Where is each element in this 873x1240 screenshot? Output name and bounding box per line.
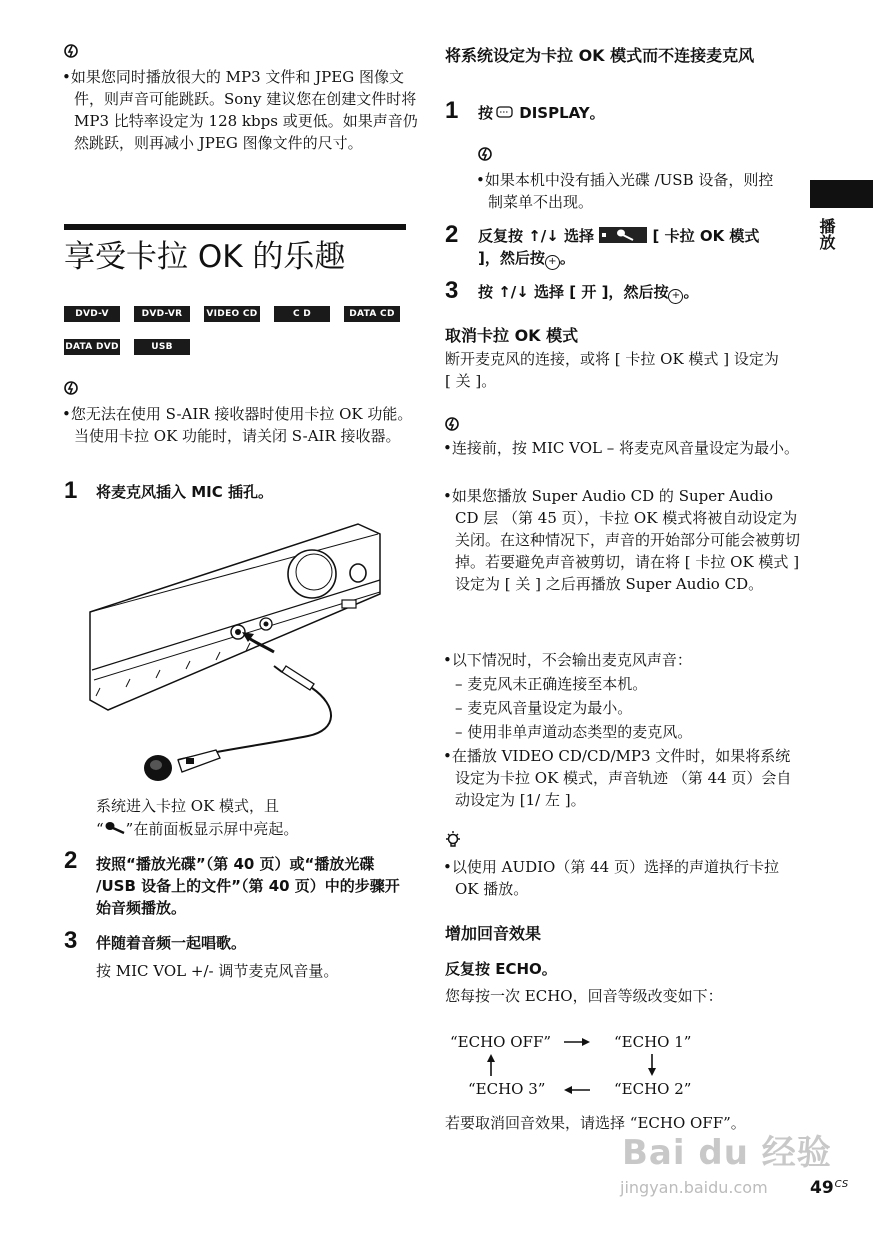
display-icon [496, 106, 514, 118]
section-rule [64, 224, 406, 230]
badge-dvd-v: DVD-V [64, 306, 120, 322]
note-icon [478, 146, 492, 162]
step-number: 3 [64, 927, 78, 954]
note-text: •如果本机中没有插入光碟 /USB 设备，则控制菜单不出现。 [476, 171, 774, 211]
note-text: •您无法在使用 S-AIR 接收器时使用卡拉 OK 功能。当使用卡拉 OK 功能时，请关闭 S-AIR 接收器。 [62, 405, 413, 445]
step-text: 按 DISPLAY。 [478, 104, 605, 122]
figure-caption: 系统进入卡拉 OK 模式，且 [96, 797, 280, 815]
echo-heading: 增加回音效果 [445, 924, 542, 943]
arrow-down-icon [646, 1052, 658, 1078]
step-number: 3 [445, 277, 459, 304]
note-text: •以下情况时，不会输出麦克风声音： [443, 651, 692, 669]
enter-button-icon: + [545, 255, 560, 270]
badge-data-cd: DATA CD [344, 306, 400, 322]
step-text: 反复按 ↑/↓ 选择 [ 卡拉 OK 模式 ]，然后按 + 。 [478, 225, 783, 270]
step-text: 按照“播放光碟”（第 40 页）或“播放光碟 /USB 设备上的文件”（第 40 页）中的步骤开始音频播放。 [96, 855, 400, 917]
note-icon [445, 416, 459, 432]
cancel-text: 断开麦克风的连接，或将 [ 卡拉 OK 模式 ] 设定为 [ 关 ]。 [445, 350, 779, 390]
badge-dvd-vr: DVD-VR [134, 306, 190, 322]
watermark-url: jingyan.baidu.com [620, 1178, 768, 1197]
step-text: 按 ↑/↓ 选择 [ 开 ]，然后按 + 。 [478, 281, 698, 304]
note-subitem: – 麦克风音量设定为最小。 [455, 699, 633, 717]
cancel-heading: 取消卡拉 OK 模式 [445, 326, 579, 345]
badge-usb: USB [134, 339, 190, 355]
echo-level-1: “ECHO 1” [614, 1033, 692, 1051]
microphone-connection-illustration [88, 520, 388, 790]
badge-data-dvd: DATA DVD [64, 339, 120, 355]
step-number: 1 [64, 477, 78, 504]
page-number: $49^{CS}$ [810, 1178, 849, 1198]
note-icon [64, 380, 78, 396]
arrow-left-icon [562, 1084, 592, 1096]
echo-text: 您每按一次 ECHO，回音等级改变如下： [445, 987, 723, 1005]
echo-level-off: “ECHO OFF” [450, 1033, 552, 1051]
enter-button-icon: + [668, 289, 683, 304]
note-text: •在播放 VIDEO CD/CD/MP3 文件时，如果将系统设定为卡拉 OK 模式，声音轨迹 （第 44 页）会自动设定为 [1/ 左 ]。 [443, 747, 792, 809]
step-number: 2 [445, 221, 459, 248]
step-number: 2 [64, 847, 78, 874]
karaoke-menu-icon [599, 227, 647, 243]
tip-text: •以使用 AUDIO（第 44 页）选择的声道执行卡拉 OK 播放。 [443, 858, 779, 898]
note-text: •连接前，按 MIC VOL – 将麦克风音量设定为最小。 [443, 439, 800, 457]
arrow-up-icon [485, 1052, 497, 1078]
echo-level-2: “ECHO 2” [614, 1080, 692, 1098]
note-icon [64, 43, 78, 59]
step-number: 1 [445, 97, 459, 124]
echo-cancel-text: 若要取消回音效果，请选择 “ECHO OFF”。 [445, 1114, 746, 1132]
note-text: •如果您播放 Super Audio CD 的 Super Audio CD 层 （第 45 页），卡拉 OK 模式将被自动设定为关闭。在这种情况下，声音的开始部分可能会被剪切掉。若要避免声音被剪切，请在将 [ 卡拉 OK 模式 ] 设定为 [ 关 ] 之后再播放 Super Audio CD。 [443, 487, 801, 593]
step-text: 伴随着音频一起唱歌。 [96, 934, 247, 952]
watermark-brand: Bai du 经验 [622, 1133, 832, 1173]
badge-cd: C D [274, 306, 330, 322]
note-subitem: – 麦克风未正确连接至本机。 [455, 675, 648, 693]
side-tab-label: 播放 [817, 218, 836, 250]
badge-video-cd: VIDEO CD [204, 306, 260, 322]
echo-level-3: “ECHO 3” [468, 1080, 546, 1098]
side-tab-marker [810, 180, 873, 208]
section-title: 享受卡拉 OK 的乐趣 [64, 239, 346, 275]
note-subitem: – 使用非单声道动态类型的麦克风。 [455, 723, 693, 741]
figure-caption: “ ”在前面板显示屏中亮起。 [96, 820, 299, 838]
step-subtext: 按 MIC VOL +/- 调节麦克风音量。 [96, 962, 339, 980]
step-text: 将麦克风插入 MIC 插孔。 [96, 483, 273, 501]
arrow-right-icon [562, 1036, 592, 1048]
note-text: •如果您同时播放很大的 MP3 文件和 JPEG 图像文件，则声音可能跳跃。Sony 建议您在创建文件时将 MP3 比特率设定为 128 kbps 或更低。如果声音仍然跳跃，则再减小 JPEG 图像文件的尺寸。 [62, 68, 418, 152]
microphone-icon [104, 821, 126, 835]
tip-lightbulb-icon [445, 830, 461, 848]
right-heading: 将系统设定为卡拉 OK 模式而不连接麦克风 [445, 46, 755, 65]
echo-subheading: 反复按 ECHO。 [445, 960, 557, 978]
